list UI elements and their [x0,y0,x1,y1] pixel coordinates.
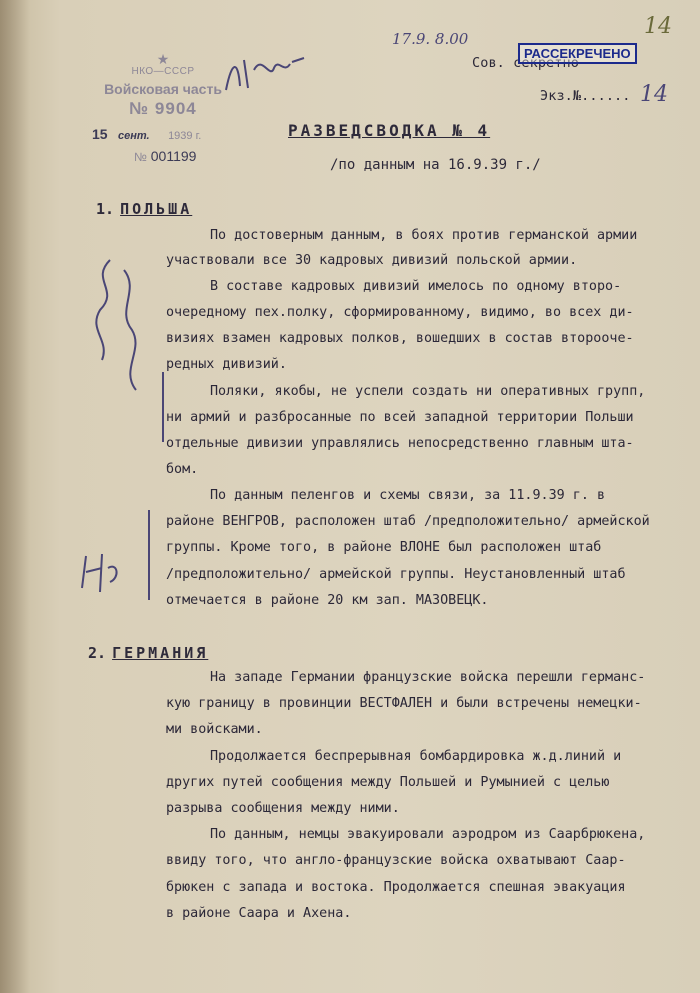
declassified-stamp: РАССЕКРЕЧЕНО [518,43,637,64]
margin-mark-bar [148,510,150,600]
margin-mark-bar [162,372,164,442]
text-line: По достоверным данным, в боях против германской армии [210,228,638,243]
handwritten-corner-number: 14 [644,14,672,39]
text-line: Поляки, якобы, не успели создать ни оперативных групп, [210,384,646,399]
registration-year: 1939 г. [168,130,202,142]
section-title: ПОЛЬША [120,200,193,218]
secrecy-label: Сов. секретно [472,55,579,71]
document-subtitle: /по данным на 16.9.39 г./ [330,157,541,173]
section-number: 1. [96,200,115,218]
handwritten-resolution-scribble [218,40,318,100]
section-heading-germany [88,644,208,662]
text-line: участвовали все 30 кадровых дивизий польской армии. [166,253,578,268]
stamp-number: № 9904 [129,99,197,118]
text-line: кую границу в провинции ВЕСТФАЛЕН и были встречены немецки- [166,696,642,711]
text-line: По данным, немцы эвакуировали аэродром из Саарбрюкена, [210,827,646,842]
text-line: /предположительно/ армейской группы. Неустановленный штаб [166,567,626,582]
registration-stamp [92,126,202,164]
handwritten-margin-signature [80,250,160,400]
section-title: ГЕРМАНИЯ [112,644,209,662]
section-heading-poland [96,200,192,218]
text-line: отдельные дивизии управлялись непосредственно главным шта- [166,436,634,451]
text-line: По данным пеленгов и схемы связи, за 11.9.39 г. в [210,488,606,503]
registration-number [134,148,196,164]
star-icon: ★ [156,51,170,67]
registration-month: сент. [118,130,150,142]
handwritten-copy-number: 14 [640,82,668,107]
text-line: разрыва сообщения между ними. [166,801,400,816]
text-line: В составе кадровых дивизий имелось по одному второ- [210,279,622,294]
stamp-org: НКО—СССР [131,66,195,77]
text-line: других путей сообщения между Польшей и Румынией с целью [166,775,610,790]
handwritten-time-mark: 17.9. 8.00 [392,30,469,48]
text-line: ни армий и разбросанные по всей западной территории Польши [166,410,634,425]
text-line: бом. [166,462,199,477]
text-line: Продолжается беспрерывная бомбардировка ж.д.линий и [210,749,622,764]
text-line: группы. Кроме того, в районе ВЛОНЕ был расположен штаб [166,540,602,555]
text-line: На западе Германии французские войска перешли германс- [210,670,646,685]
registration-number-value: 001199 [150,148,197,164]
registration-number-prefix: № [134,150,147,164]
handwritten-margin-initials [74,548,124,598]
text-line: брюкен с запада и востока. Продолжается спешная эвакуация [166,880,626,895]
military-unit-stamp [88,52,238,119]
stamp-unit: Войсковая часть [104,81,222,97]
text-line: в районе Саара и Ахена. [166,906,352,921]
text-line: ввиду того, что англо-французские войска охватывают Саар- [166,853,626,868]
document-title: РАЗВЕДСВОДКА № 4 [288,121,491,140]
page-edge-shadow [0,0,30,993]
copy-number-label: Экз.№...... [540,88,631,104]
text-line: редных дивизий. [166,357,287,372]
registration-day: 15 [92,126,108,142]
text-line: ми войсками. [166,722,263,737]
text-line: очередному пех.полку, сформированному, видимо, во всех ди- [166,305,634,320]
section-number: 2. [88,644,107,662]
text-line: отмечается в районе 20 км зап. МАЗОВЕЦК. [166,593,489,608]
text-line: районе ВЕНГРОВ, расположен штаб /предположительно/ армейской [166,514,650,529]
text-line: визиях взамен кадровых полков, вошедших в состав второоче- [166,331,634,346]
